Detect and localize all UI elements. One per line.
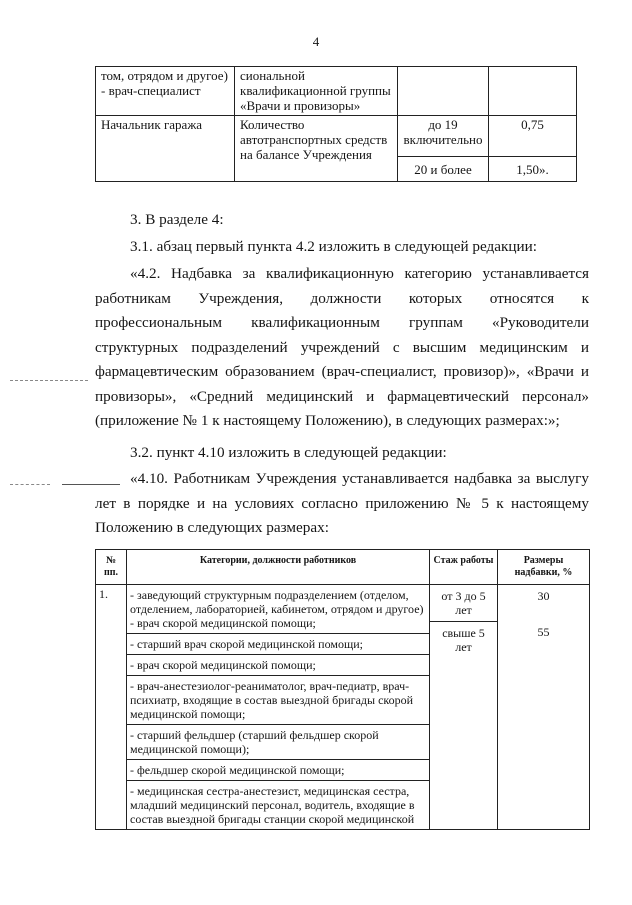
bonus-value: 30 [537, 589, 550, 603]
table-cell: том, отрядом и другое) - врач-специалист [96, 67, 235, 116]
table-cell: Количество автотранспортных средств на балансе Учреждения [235, 116, 398, 182]
page-number: 4 [312, 34, 320, 49]
table-row [96, 585, 590, 830]
list-item: - старший врач скорой медицинской помощи; [127, 634, 429, 655]
table-cell: 1,50». [489, 157, 577, 182]
paragraph: «4.10. Работникам Учреждения устанавливается надбавка за выслугу лет в порядке и на условиях согласно приложению № 5 к настоящему Положению в следующих размерах: [95, 470, 589, 536]
table-cell: Начальник гаража [96, 116, 235, 182]
seniority-bonus-table [95, 549, 590, 830]
table-cell: сиональной квалификационной группы «Врачи и провизоры» [235, 67, 398, 116]
table-cell: 20 и более [398, 157, 489, 182]
column-header: Категории, должности работников [127, 550, 430, 585]
categories-cell [127, 585, 430, 830]
paragraph: «4.2. Надбавка за квалификационную категорию устанавливается работникам Учреждения, должности которых относятся к профессиональным квалификационным группам «Руководители структурных подразделений учреждений с высшим медицинским и фармацевтическим образованием (врач-специалист, провизор)», «Врачи и провизоры», «Средний медицинский и фармацевтический персонал» (приложение № 1 к настоящему Положению), в следующих размерах:»; [95, 265, 589, 429]
table-row [96, 116, 577, 157]
paragraph: 3.1. абзац первый пункта 4.2 изложить в следующей редакции: [130, 238, 537, 255]
paragraph: 3.2. пункт 4.10 изложить в следующей редакции: [130, 444, 447, 461]
column-header: № пп. [96, 550, 127, 585]
paragraph: 3. В разделе 4: [130, 211, 224, 228]
list-item: - старший фельдшер (старший фельдшер скорой медицинской помощи); [127, 725, 429, 760]
list-item: - врач скорой медицинской помощи; [127, 655, 429, 676]
list-item: - врач-анестезиолог-реаниматолог, врач-педиатр, врач-психиатр, входящие в состав выездной бригады скорой медицинской помощи; [127, 676, 429, 725]
bonus-value: 55 [537, 625, 550, 639]
table-cell: 0,75 [489, 116, 577, 157]
table-cell [489, 67, 577, 116]
margin-mark [62, 484, 120, 485]
list-item: - фельдшер скорой медицинской помощи; [127, 760, 429, 781]
table-cell: до 19 включительно [398, 116, 489, 157]
row-number: 1. [96, 585, 127, 830]
table-row [96, 67, 577, 116]
column-header: Стаж работы [430, 550, 498, 585]
seniority-cell [430, 585, 498, 830]
margin-mark [10, 484, 50, 485]
margin-mark [10, 380, 88, 381]
list-item: - заведующий структурным подразделением (отделом, отделением, лабораторией, кабинетом, отрядом и другое) - врач скорой медицинской помощи; [127, 585, 429, 634]
bonus-cell [498, 585, 590, 830]
list-item: - медицинская сестра-анестезист, медицинская сестра, младший медицинский персонал, водитель, входящие в состав выездной бригады станции скорой медицинской [130, 784, 415, 826]
column-header: Размеры надбавки, % [498, 550, 590, 585]
seniority-value: от 3 до 5 лет [441, 589, 486, 617]
seniority-value: свыше 5 лет [430, 621, 497, 658]
table-cell [398, 67, 489, 116]
table-header-row [96, 550, 590, 585]
qualification-table-continued [95, 66, 577, 182]
